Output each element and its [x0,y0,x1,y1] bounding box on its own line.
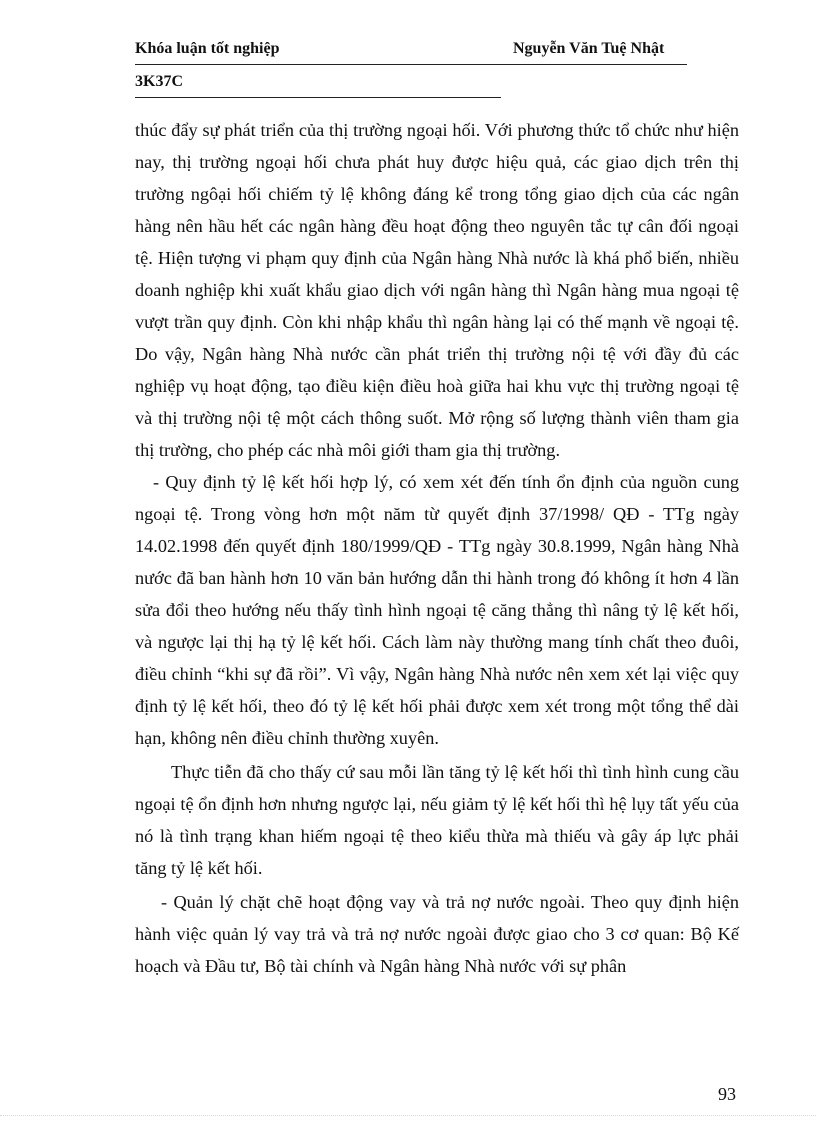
paragraph: thúc đẩy sự phát triển của thị trường ngoại hối. Với phương thức tổ chức như hiện nay, thị trường ngoại hối chưa phát huy được hiệu quả, các giao dịch trên thị trường ngôại hối chiếm tỷ lệ không đáng kể trong tổng giao dịch của các ngân hàng nên hầu hết các ngân hàng đều hoạt động theo nguyên tắc tự cân đối ngoại tệ. Hiện tượng vi phạm quy định của Ngân hàng Nhà nước là khá phổ biến, nhiều doanh nghiệp khi xuất khẩu giao dịch với ngân hàng thì Ngân hàng mua ngoại tệ vượt trần quy định. Còn khi nhập khẩu thì ngân hàng lại có thế mạnh về ngoại tệ. Do vậy, Ngân hàng Nhà nước cần phát triển thị trường nội tệ với đầy đủ các nghiệp vụ hoạt động, tạo điều kiện điều hoà giữa hai khu vực thị trường ngoại tệ và thị trường nội tệ một cách thông suốt. Mở rộng số lượng thành viên tham gia thị trường, cho phép các nhà môi giới tham gia thị trường. [135,120,739,460]
body-text [135,114,739,982]
class-code: 3K37C [135,73,183,90]
author-name: Nguyễn Văn Tuệ Nhật [513,40,665,57]
thesis-title: Khóa luận tốt nghiệp [135,40,280,57]
header-class-row [135,71,501,98]
footer-divider [0,1115,816,1116]
paragraph: Thực tiễn đã cho thấy cứ sau mỗi lần tăng tỷ lệ kết hối thì tình hình cung cầu ngoại tệ ổn định hơn nhưng ngược lại, nếu giảm tỷ lệ kết hối thì hệ lụy tất yếu của nó là tình trạng khan hiếm ngoại tệ theo kiểu thừa mà thiếu và gây áp lực phải tăng tỷ lệ kết hối. [135,762,739,878]
header-title-row [135,38,687,65]
page-header [135,38,695,98]
page-number: 93 [718,1084,736,1104]
paragraph: - Quản lý chặt chẽ hoạt động vay và trả nợ nước ngoài. Theo quy định hiện hành việc quản lý vay trả và trả nợ nước ngoài được giao cho 3 cơ quan: Bộ Kế hoạch và Đầu tư, Bộ tài chính và Ngân hàng Nhà nước với sự phân [135,892,739,976]
paragraph: - Quy định tỷ lệ kết hối hợp lý, có xem xét đến tính ổn định của nguồn cung ngoại tệ. Trong vòng hơn một năm từ quyết định 37/1998/ QĐ - TTg ngày 14.02.1998 đến quyết định 180/1999/QĐ - TTg ngày 30.8.1999, Ngân hàng Nhà nước đã ban hành hơn 10 văn bản hướng dẫn thi hành trong đó không ít hơn 4 lần sửa đổi theo hướng nếu thấy tình hình ngoại tệ căng thẳng thì nâng tỷ lệ kết hối, và ngược lại thị hạ tỷ lệ kết hối. Cách làm này thường mang tính chất theo đuôi, điều chỉnh “khi sự đã rồi”. Vì vậy, Ngân hàng Nhà nước nên xem xét lại việc quy định tỷ lệ kết hối, theo đó tỷ lệ kết hối phải được xem xét trong một tổng thể dài hạn, không nên điều chỉnh thường xuyên. [135,472,739,748]
